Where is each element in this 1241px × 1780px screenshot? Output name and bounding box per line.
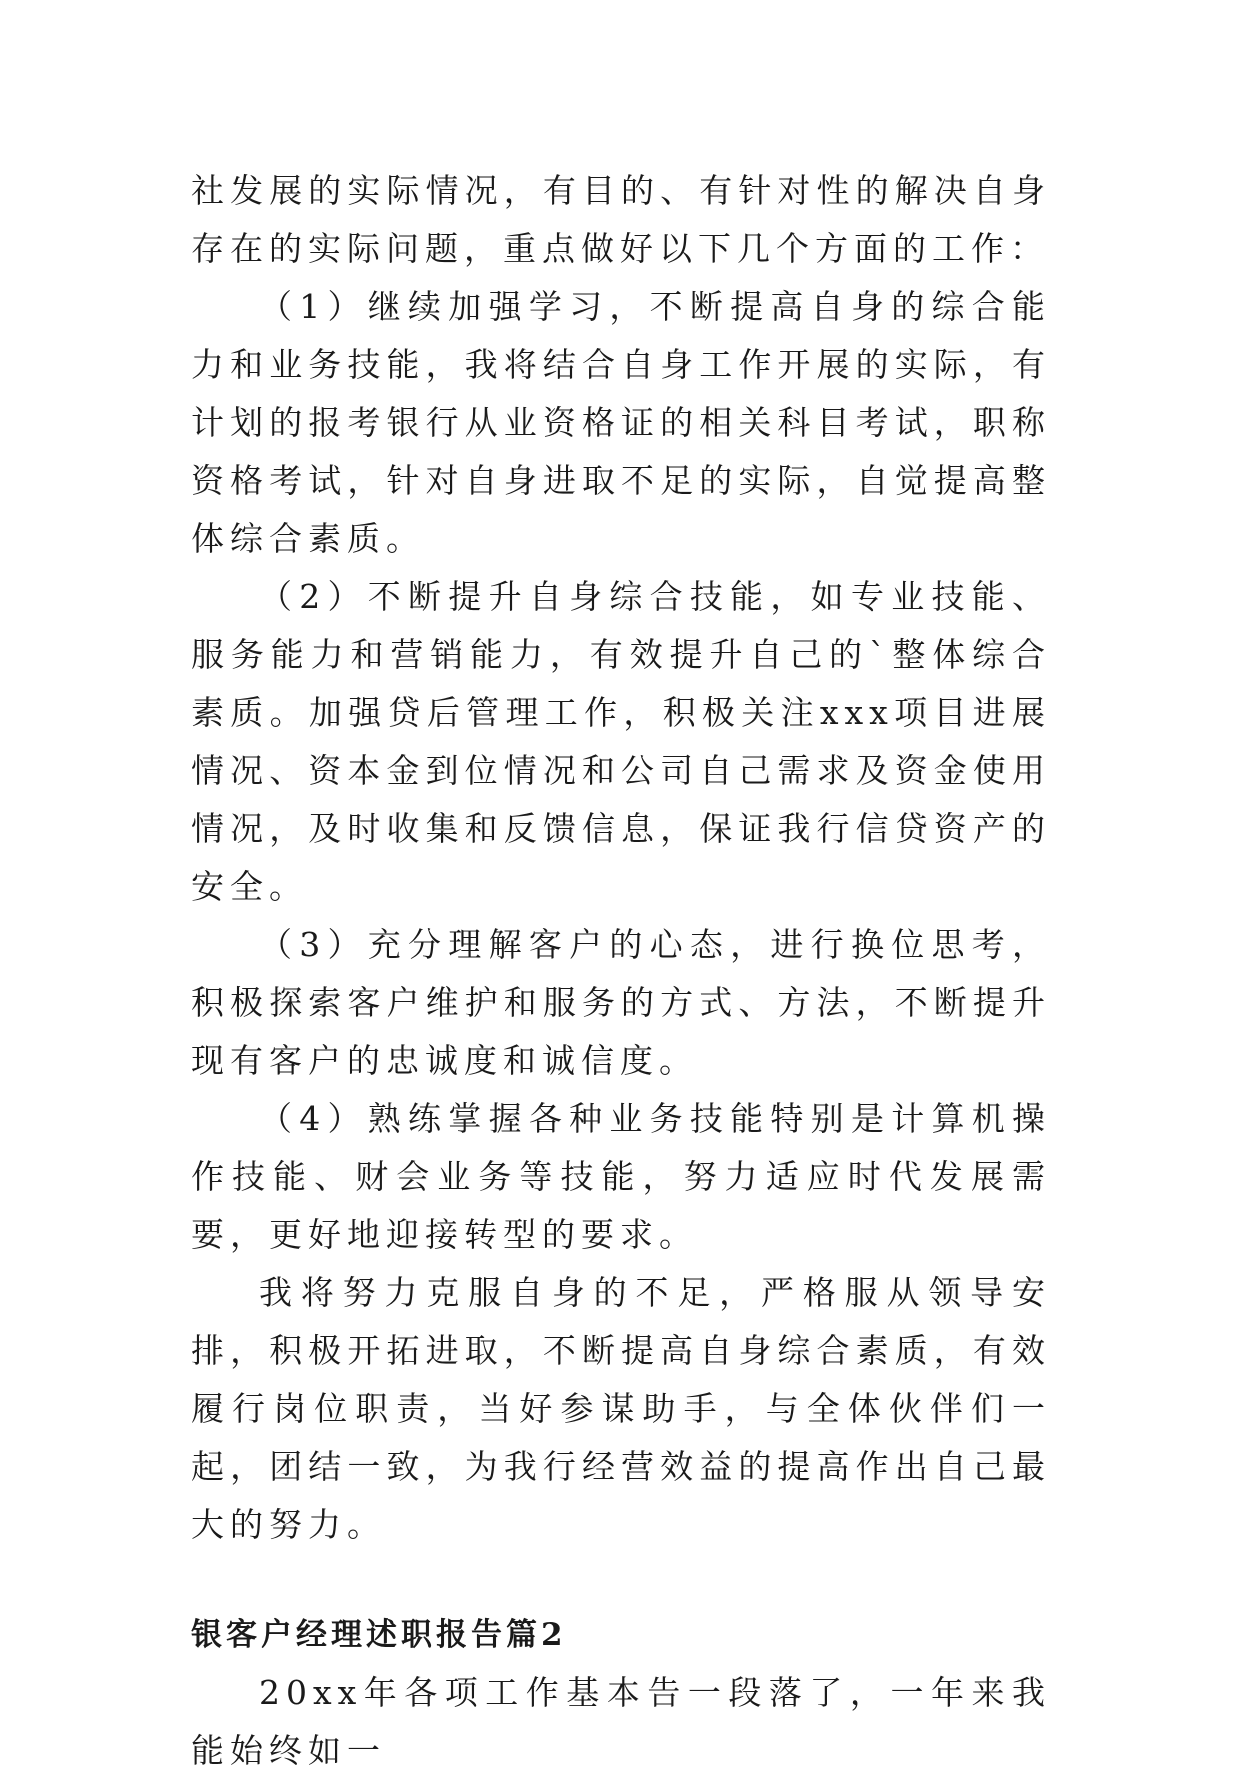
paragraph-opening: 20xx年各项工作基本告一段落了，一年来我能始终如一	[191, 1673, 1051, 1770]
paragraph-continuation: 社发展的实际情况，有目的、有针对性的解决自身存在的实际问题，重点做好以下几个方面的工作：	[191, 171, 1051, 268]
paragraph-item-4: （4）熟练掌握各种业务技能特别是计算机操作技能、财会业务等技能，努力适应时代发展需要，更好地迎接转型的要求。	[191, 1099, 1051, 1254]
paragraph-item-1: （1）继续加强学习，不断提高自身的综合能力和业务技能，我将结合自身工作开展的实际，有计划的报考银行从业资格证的相关科目考试，职称资格考试，针对自身进取不足的实际，自觉提高整体综合素质。	[191, 287, 1051, 558]
paragraph-item-3: （3）充分理解客户的心态，进行换位思考，积极探索客户维护和服务的方式、方法，不断提升现有客户的忠诚度和诚信度。	[191, 925, 1051, 1080]
paragraph-conclusion: 我将努力克服自身的不足，严格服从领导安排，积极开拓进取，不断提高自身综合素质，有效履行岗位职责，当好参谋助手，与全体伙伴们一起，团结一致，为我行经营效益的提高作出自己最大的努力。	[191, 1273, 1051, 1544]
paragraph-item-2: （2）不断提升自身综合技能，如专业技能、服务能力和营销能力，有效提升自己的`整体综合素质。加强贷后管理工作，积极关注xxx项目进展情况、资本金到位情况和公司自己需求及资金使用情况，及时收集和反馈信息，保证我行信贷资产的安全。	[191, 577, 1051, 906]
document-body	[191, 162, 1051, 1780]
section-title: 银客户经理述职报告篇2	[191, 1617, 567, 1653]
